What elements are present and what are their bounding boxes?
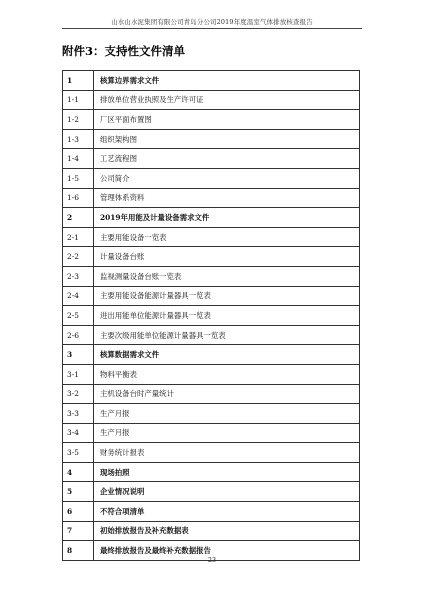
item-number: 4 [63, 462, 94, 482]
item-number: 1-6 [63, 188, 94, 208]
table-row [63, 345, 360, 365]
item-number: 2-4 [63, 286, 94, 306]
table-row [63, 286, 360, 306]
item-description: 2019年用能及计量设备需求文件 [94, 208, 360, 228]
item-number: 2 [63, 208, 94, 228]
item-number: 3 [63, 345, 94, 365]
item-description: 生产月报 [94, 423, 360, 443]
item-number: 3-2 [63, 384, 94, 404]
item-description: 核算边界需求文件 [94, 71, 360, 91]
item-number: 2-5 [63, 306, 94, 326]
item-description: 管理体系资料 [94, 188, 360, 208]
page-number: 23 [207, 556, 217, 564]
item-description: 现场拍照 [94, 462, 360, 482]
table-row [63, 364, 360, 384]
table-row [63, 502, 360, 522]
item-number: 2-6 [63, 325, 94, 345]
item-number: 5 [63, 482, 94, 502]
table-row [63, 423, 360, 443]
item-description: 企业情况说明 [94, 482, 360, 502]
table-row [63, 227, 360, 247]
item-description: 厂区平面布置图 [94, 110, 360, 130]
item-description: 初始排放报告及补充数据表 [94, 521, 360, 541]
table-row [63, 325, 360, 345]
item-number: 1-5 [63, 168, 94, 188]
table-row [63, 110, 360, 130]
item-number: 1-2 [63, 110, 94, 130]
item-description: 最终排放报告及最终补充数据报告 [94, 541, 360, 561]
item-description: 进出用能单位能源计量器具一览表 [94, 306, 360, 326]
table-row [63, 306, 360, 326]
item-description: 主要次级用能单位能源计量器具一览表 [94, 325, 360, 345]
table-row [63, 188, 360, 208]
table-row [63, 443, 360, 463]
item-description: 监视测量设备台账一览表 [94, 266, 360, 286]
item-number: 7 [63, 521, 94, 541]
item-number: 1-3 [63, 129, 94, 149]
item-number: 3-3 [63, 404, 94, 424]
running-header: 山水山水泥集团有限公司青岛分公司2019年度温室气体排放核查报告 [111, 18, 313, 26]
item-number: 2-1 [63, 227, 94, 247]
item-description: 计量设备台账 [94, 247, 360, 267]
item-description: 生产月报 [94, 404, 360, 424]
item-description: 排放单位营业执照及生产许可证 [94, 90, 360, 110]
table-row [63, 129, 360, 149]
item-number: 2-2 [63, 247, 94, 267]
item-description: 主机设备台时产量统计 [94, 384, 360, 404]
table-row [63, 404, 360, 424]
item-description: 公司简介 [94, 168, 360, 188]
table-row [63, 168, 360, 188]
table-row [63, 90, 360, 110]
item-description: 财务统计报表 [94, 443, 360, 463]
supporting-documents-table [62, 70, 360, 561]
item-number: 1-4 [63, 149, 94, 169]
item-number: 3-5 [63, 443, 94, 463]
table-row [63, 462, 360, 482]
header-divider [62, 28, 362, 29]
item-description: 不符合项清单 [94, 502, 360, 522]
item-description: 主要用能设备能源计量器具一览表 [94, 286, 360, 306]
item-number: 6 [63, 502, 94, 522]
table-row [63, 384, 360, 404]
item-number: 3-4 [63, 423, 94, 443]
item-number: 1 [63, 71, 94, 91]
table-row [63, 266, 360, 286]
item-description: 主要用能设备一览表 [94, 227, 360, 247]
table-row [63, 482, 360, 502]
page-title: 附件3：支持性文件清单 [62, 44, 186, 58]
item-number: 1-1 [63, 90, 94, 110]
table-row [63, 149, 360, 169]
item-description: 物料平衡表 [94, 364, 360, 384]
item-description: 工艺流程图 [94, 149, 360, 169]
table-row [63, 208, 360, 228]
item-number: 8 [63, 541, 94, 561]
table-row [63, 247, 360, 267]
item-number: 3-1 [63, 364, 94, 384]
item-description: 组织架构图 [94, 129, 360, 149]
table-row [63, 521, 360, 541]
table-row [63, 71, 360, 91]
item-number: 2-3 [63, 266, 94, 286]
item-description: 核算数据需求文件 [94, 345, 360, 365]
